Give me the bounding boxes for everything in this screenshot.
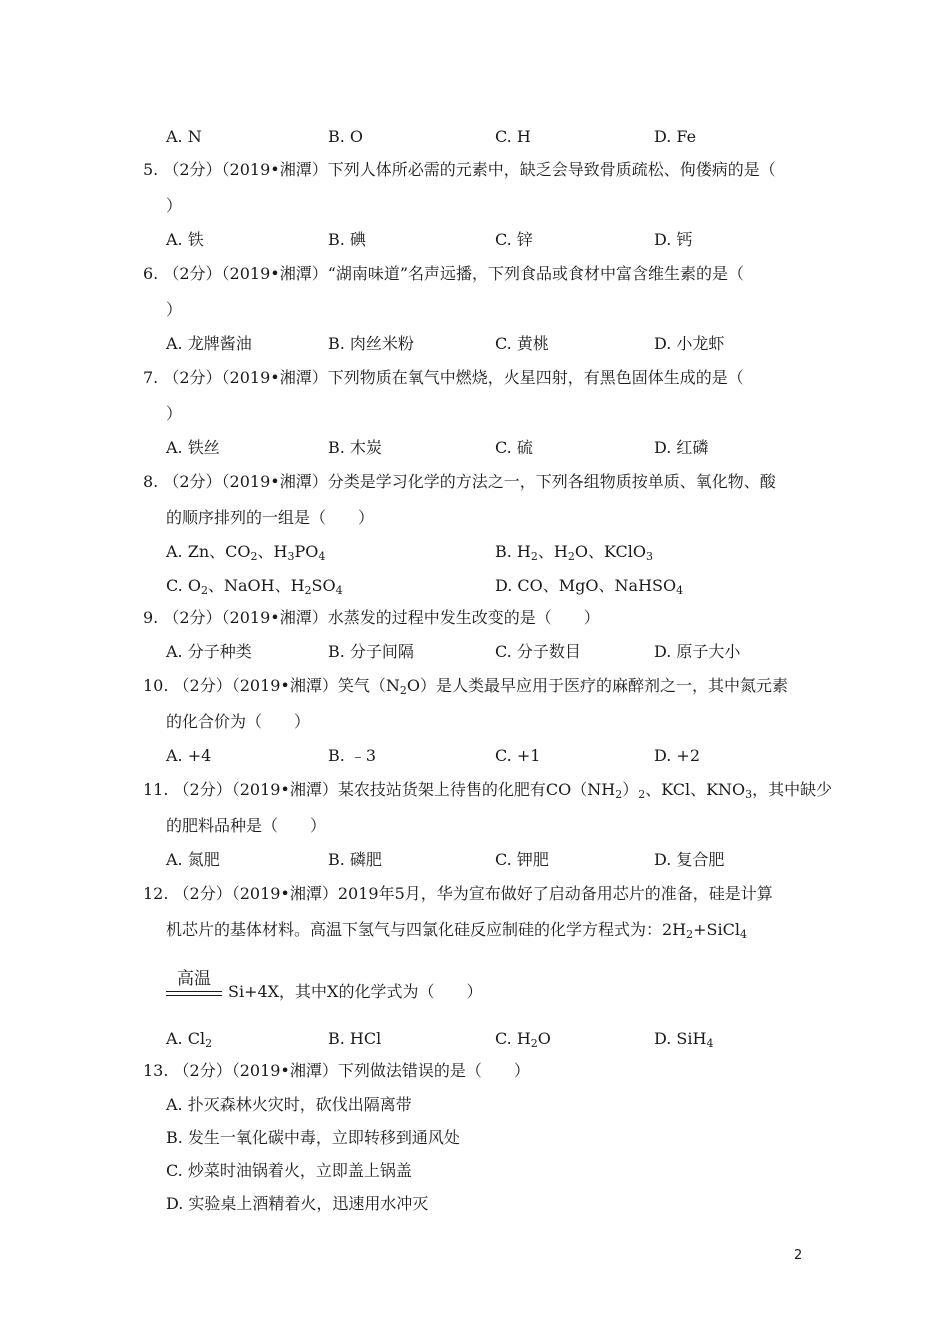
q12-option-c: C. $H_2O$ <box>495 1029 551 1050</box>
page-number: 2 <box>794 1248 803 1263</box>
q13-option-b: B. 发生一氧化碳中毒，立即转移到通风处 <box>166 1128 460 1147</box>
q11-stem-cont: 的肥料品种是（ ） <box>166 816 327 835</box>
q7-stem: 7. （2分）（2019•湘潭）下列物质在氧气中燃烧，火星四射，有黑色固体生成的是（ <box>143 368 744 387</box>
q5-option-c: C. 锌 <box>495 230 533 249</box>
q13-option-d: D. 实验桌上酒精着火，迅速用水冲灭 <box>166 1194 429 1213</box>
q7-option-c: C. 硫 <box>495 438 533 457</box>
q7-option-b: B. 木炭 <box>328 438 382 457</box>
q12-option-a: A. $Cl_2$ <box>166 1029 213 1050</box>
q5-option-a: A. 铁 <box>166 230 204 249</box>
q8-option-d: D. CO、MgO、NaHSO$_4$ <box>495 576 684 597</box>
q10-option-b: B. ﹣3 <box>328 746 377 765</box>
q6-option-a: A. 龙牌酱油 <box>166 334 252 353</box>
q12-option-b: B. HCl <box>328 1029 382 1048</box>
q9-stem: 9. （2分）（2019•湘潭）水蒸发的过程中发生改变的是（ ） <box>143 608 600 627</box>
q6-stem-cont: ） <box>166 300 183 319</box>
q10-stem-cont: 的化合价为（ ） <box>166 712 311 731</box>
q9-option-d: D. 原子大小 <box>654 642 741 661</box>
q10-stem: 10. （2分）（2019•湘潭）笑气$(N_2O)$是人类最早应用于医疗的麻醉剂之一，其中氮元素 <box>143 676 788 697</box>
q11-option-c: C. 钾肥 <box>495 850 549 869</box>
q12-stem: 12. （2分）（2019•湘潭）2019年5月，华为宣布做好了启动备用芯片的准备，硅是计算 <box>143 884 773 903</box>
q4-option-d: D. Fe <box>654 127 697 146</box>
q11-option-b: B. 磷肥 <box>328 850 382 869</box>
q7-stem-cont: ） <box>166 404 183 423</box>
reaction-condition-label: 高温 <box>177 969 211 989</box>
q6-option-c: C. 黄桃 <box>495 334 549 353</box>
q8-option-a: A. Zn、$CO_2$、$H_3PO_4$ <box>166 542 326 563</box>
q7-option-d: D. 红磷 <box>654 438 709 457</box>
q10-option-a: A. +4 <box>166 746 212 765</box>
q8-option-b: B. $H_2$、$H_2O$、KClO$_3$ <box>495 542 653 563</box>
q8-option-c: C. $O_2$、NaOH、$H_2SO_4$ <box>166 576 343 597</box>
q4-option-a: A. N <box>166 127 202 146</box>
q6-option-b: B. 肉丝米粉 <box>328 334 414 353</box>
q10-option-d: D. +2 <box>654 746 701 765</box>
q4-option-c: C. H <box>495 127 531 146</box>
q9-option-a: A. 分子种类 <box>166 642 252 661</box>
q9-option-c: C. 分子数目 <box>495 642 581 661</box>
q5-stem: 5. （2分）（2019•湘潭）下列人体所必需的元素中，缺乏会导致骨质疏松、佝偻病的是（ <box>143 160 776 179</box>
q5-option-d: D. 钙 <box>654 230 693 249</box>
q13-stem: 13. （2分）（2019•湘潭）下列做法错误的是（ ） <box>143 1061 530 1080</box>
q12-stem-cont2: Si+4X，其中X的化学式为（ ） <box>228 982 483 1001</box>
q11-option-d: D. 复合肥 <box>654 850 725 869</box>
q5-option-b: B. 碘 <box>328 230 366 249</box>
q8-stem-cont: 的顺序排列的一组是（ ） <box>166 508 375 527</box>
q13-option-c: C. 炒菜时油锅着火，立即盖上锅盖 <box>166 1161 412 1180</box>
q5-stem-cont: ） <box>166 196 183 215</box>
q12-option-d: D. SiH$_4$ <box>654 1029 714 1050</box>
q12-stem-cont: 机芯片的基体材料。高温下氢气与四氯化硅反应制硅的化学方程式为：$2H_2+SiCl_4$ <box>166 920 747 941</box>
q11-stem: 11. （2分）（2019•湘潭）某农技站货架上待售的化肥有$CO(NH_2)_2$、KCl、$KNO_3$，其中缺少 <box>143 780 833 801</box>
q13-option-a: A. 扑灭森林火灾时，砍伐出隔离带 <box>166 1095 412 1114</box>
reaction-condition <box>166 970 222 996</box>
reaction-equals-sign <box>166 991 222 996</box>
q11-option-a: A. 氮肥 <box>166 850 220 869</box>
q8-stem: 8. （2分）（2019•湘潭）分类是学习化学的方法之一，下列各组物质按单质、氧化物、酸 <box>143 472 776 491</box>
q9-option-b: B. 分子间隔 <box>328 642 414 661</box>
q6-stem: 6. （2分）（2019•湘潭）“湖南味道”名声远播，下列食品或食材中富含维生素的是（ <box>143 264 745 283</box>
q4-option-b: B. O <box>328 127 364 146</box>
q10-option-c: C. +1 <box>495 746 541 765</box>
q6-option-d: D. 小龙虾 <box>654 334 725 353</box>
q7-option-a: A. 铁丝 <box>166 438 220 457</box>
